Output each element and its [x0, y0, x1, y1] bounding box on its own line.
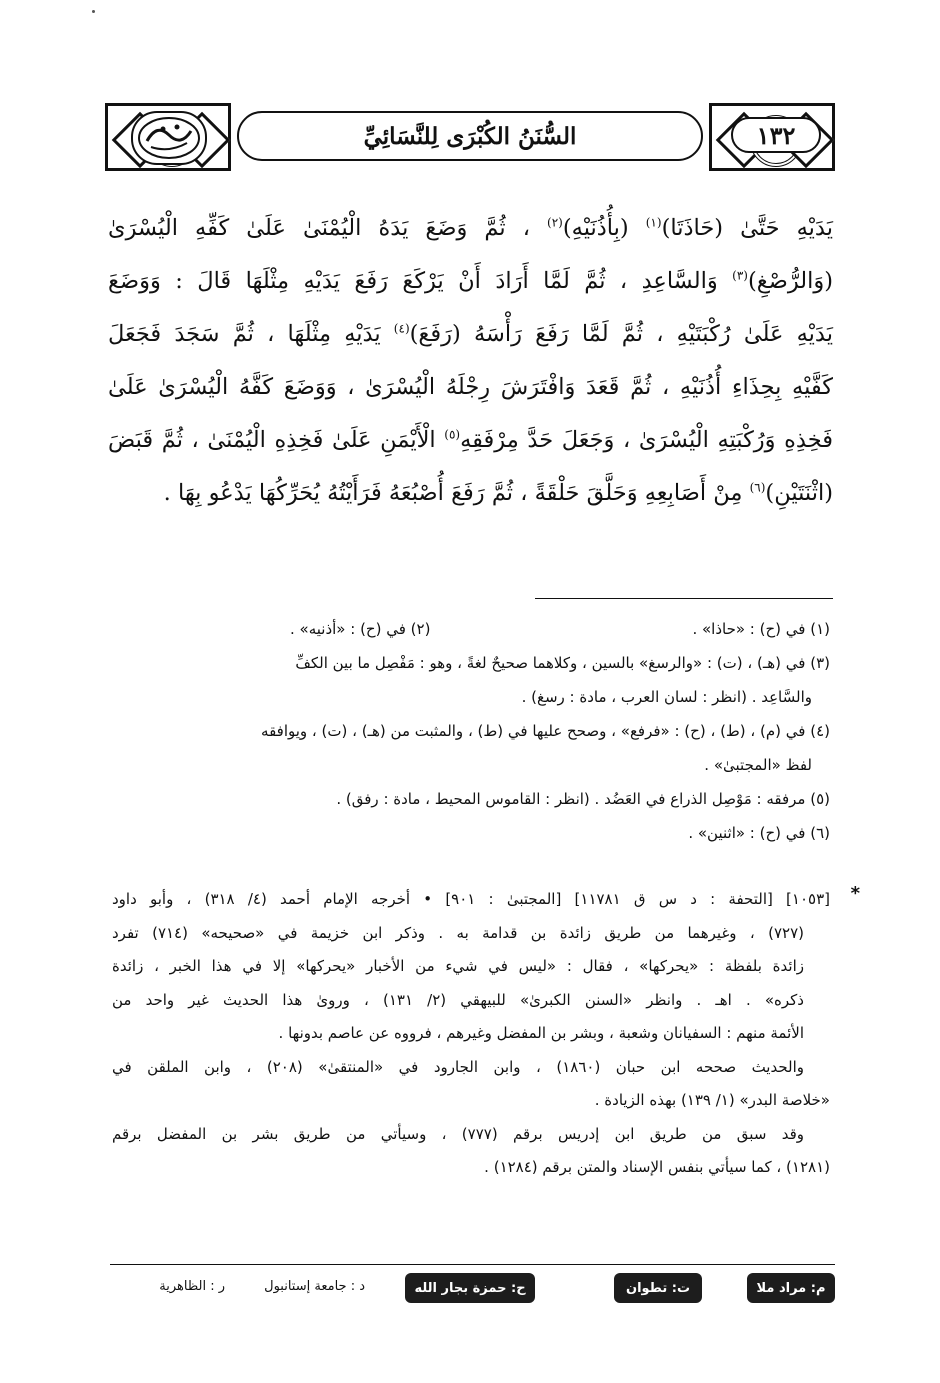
manuscript-legend — [110, 1271, 835, 1311]
footnote-4-continued: لفظ «المجتبىٰ» . — [704, 756, 812, 774]
commentary-line: ذكره» . اهـ . وانظر «السنن الكبرىٰ» للبيهقي (٢/ ١٣١) ، وروىٰ هذا الحديث غير واحد من — [112, 990, 804, 1009]
hadith-line — [108, 361, 833, 414]
hadith-line — [108, 414, 833, 467]
legend-chip-m: م: مراد ملا — [747, 1273, 835, 1303]
text-segment: (وَالرُّصْغِ) — [747, 268, 833, 294]
text-segment: كَفَّيْهِ بِحِذَاءِ أُذُنَيْهِ ، ثُمَّ قَعَدَ وَافْتَرَشَ رِجْلَهُ الْيُسْرَىٰ ، وَوَضَعَ كَفَّهُ الْيُسْرَىٰ عَلَىٰ — [108, 374, 833, 400]
legend-chip-t: ت: تطوان — [614, 1273, 702, 1303]
text-segment: يَدَيْهِ حَتَّىٰ (حَاذَتَا) — [661, 215, 833, 241]
footnote-ref: (٢) — [547, 215, 563, 230]
footnote-3-continued: والسَّاعِد . (انظر : لسان العرب ، مادة : رسغ) . — [521, 688, 812, 706]
footnote-ref: (١) — [645, 215, 662, 230]
page-number: ١٣٢ — [731, 117, 821, 153]
commentary-line: [١٠٥٣] [التحفة : د س ق ١١٧٨١] [المجتبىٰ : ٩٠١] • أخرجه الإمام أحمد (٤/ ٣١٨) ، وأبو داود — [112, 890, 830, 908]
footnote-ref: (٤) — [393, 321, 410, 336]
footnote-ref: (٦) — [749, 480, 766, 495]
book-title: السُّنَنُ الكُبْرَى لِلنَّسَائِيِّ — [363, 122, 577, 150]
text-segment: وَالسَّاعِدِ ، ثُمَّ لَمَّا أَرَادَ أَنْ يَرْكَعَ رَفَعَ يَدَيْهِ مِثْلَهَا قَالَ : وَوَضَعَ — [108, 268, 733, 294]
footnote-1: (١) في (ح) : «حاذا» . — [692, 620, 830, 638]
footnote-ref: (٥) — [444, 427, 461, 442]
footnote-5: (٥) مرفقه : مَوْصِل الذراع في العَضُد . (انظر : القاموس المحيط ، مادة : رفق) . — [336, 790, 830, 808]
legend-d: د : جامعة إستانبول — [264, 1279, 365, 1294]
page-header — [105, 103, 835, 171]
hadith-line — [108, 308, 833, 361]
commentary-line: (٧٢٧) ، وغيرهما من طريق زائدة بن قدامة به . وذكر ابن خزيمة في «صحيحه» (٧١٤) تفرد — [112, 923, 804, 942]
legend-chip-h: ح: حمزة بجار الله — [405, 1273, 535, 1303]
title-cartouche — [237, 111, 703, 161]
footnote-divider — [535, 598, 833, 599]
text-segment: الْأَيْمَنِ عَلَىٰ فَخِذِهِ الْيُمْنَىٰ ، ثُمَّ قَبَضَ — [108, 427, 445, 453]
text-segment: يَدَيْهِ عَلَىٰ رُكْبَتَيْهِ ، ثُمَّ لَمَّا رَفَعَ رَأْسَهُ (رَفَعَ) — [409, 321, 834, 347]
footnotes — [112, 612, 830, 850]
text-segment: (اثْنَتَيْنِ) — [765, 480, 833, 506]
hadith-line — [108, 202, 833, 255]
footnote-3: (٣) في (هـ) ، (ت) : «والرسغ» بالسين ، وكلاهما صحيحٌ لغةً ، وهو : مَفْصِل ما بين الكفِّ — [295, 654, 830, 672]
commentary-line: وقد سبق من طريق ابن إدريس برقم (٧٧٧) ، وسيأتي من طريق بشر بن المفضل برقم — [112, 1124, 805, 1143]
footnote-2: (٢) في (ح) : «أذنيه» . — [290, 620, 431, 638]
takhrij-commentary — [112, 883, 860, 1185]
text-segment: يَدَيْهِ مِثْلَهَا ، ثُمَّ سَجَدَ فَجَعَلَ — [108, 321, 394, 347]
text-segment: مِنْ أَصَابِعِهِ وَحَلَّقَ حَلْقَةً ، ثُمَّ رَفَعَ أُصْبُعَهُ فَرَأَيْتُهُ يُحَرِّكُهَا يَدْعُو بِهَا . — [163, 480, 750, 506]
hadith-text — [108, 202, 833, 520]
commentary-line: الأئمة منهم : السفيانان وشعبة ، وبشر بن المفضل وغيرهم ، فرووه عن عاصم بدونها . — [278, 1024, 804, 1042]
footnote-6: (٦) في (ح) : «اثنين» . — [688, 824, 830, 842]
scan-speck — [92, 10, 95, 13]
footnote-pair — [290, 612, 830, 646]
footnote-ref: (٣) — [732, 268, 748, 283]
commentary-line: (١٢٨١) ، كما سيأتي بنفس الإسناد والمتن برقم (١٢٨٤) . — [484, 1158, 830, 1176]
hadith-line — [108, 467, 833, 520]
commentary-star-icon: * — [850, 883, 860, 904]
footnote-4: (٤) في (م) ، (ط) ، (ح) : «فرفع» ، وصحح عليها في (ط) ، والمثبت من (هـ) ، (ت) ، ويوافقه — [261, 722, 830, 740]
text-segment: فَخِذِهِ وَرُكْبَتِهِ الْيُسْرَىٰ ، وَجَعَلَ حَدَّ مِرْفَقِهِ — [460, 427, 834, 453]
text-segment: (بِأُذُنَيْهِ) — [562, 215, 646, 241]
commentary-line: «خلاصة البدر» (١/ ١٣٩) بهذه الزيادة . — [594, 1091, 830, 1109]
legend-rule — [110, 1264, 835, 1265]
text-segment: ، ثُمَّ وَضَعَ يَدَهُ الْيُمْنَىٰ عَلَىٰ كَفِّهِ الْيُسْرَىٰ — [108, 215, 548, 241]
hadith-line — [108, 255, 833, 308]
legend-r: ر : الظاهرية — [159, 1279, 225, 1294]
publisher-emblem-icon — [131, 111, 207, 165]
footnote-row — [112, 612, 830, 646]
commentary-line: والحديث صححه ابن حبان (١٨٦٠) ، وابن الجارود في «المنتقىٰ» (٢٠٨) ، وابن الملقن في — [112, 1057, 805, 1076]
commentary-line: زائدة بلفظة : «يحركها» ، فقال : «ليس في شيء من الأخبار «يحركها» إلا في هذا الخبر ، زائدة — [112, 957, 804, 975]
